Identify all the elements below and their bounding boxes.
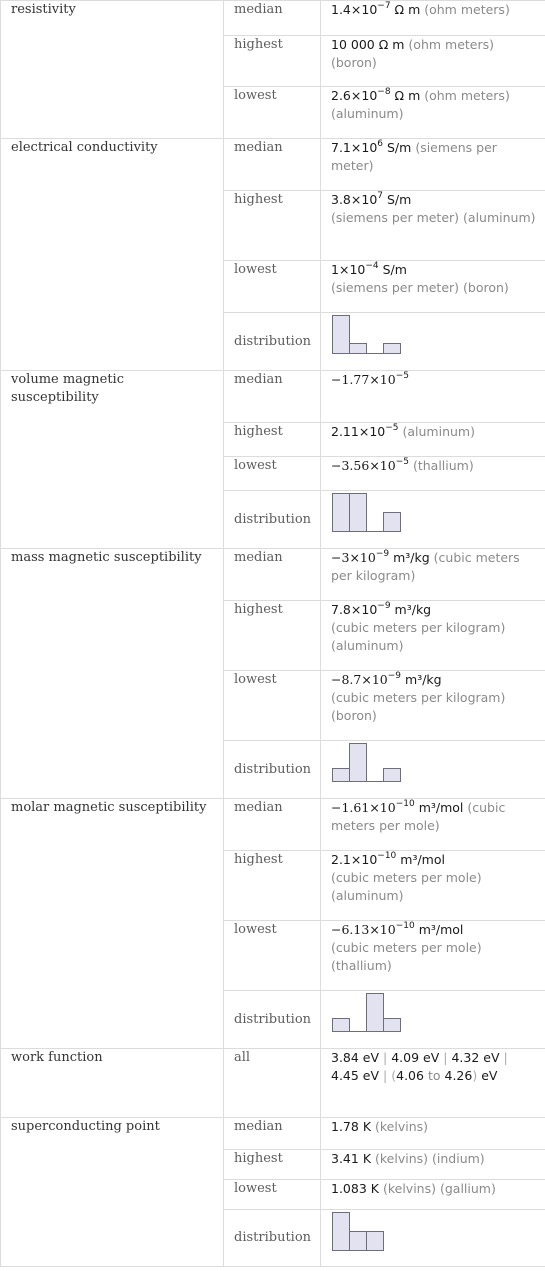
distribution-cell [321,991,545,1049]
stat-value: 3.41 K (kelvins) (indium) [321,1150,545,1180]
stat-label: all [224,1049,321,1118]
stat-label: highest [224,601,321,671]
stat-value: 1.78 K (kelvins) [321,1118,545,1150]
property-label: molar magnetic susceptibility [1,799,224,1049]
table-row [1,371,545,423]
stat-label: distribution [224,491,321,549]
stat-value: $7.8\times 10^{-9}$ m³/kg (cubic meters per kilogram) (aluminum) [321,601,545,671]
distribution-cell [321,491,545,549]
table-row [1,139,545,191]
stat-value: 1.083 K (kelvins) (gallium) [321,1180,545,1210]
distribution-histogram [331,741,411,783]
property-label: mass magnetic susceptibility [1,549,224,799]
property-label: electrical conductivity [1,139,224,371]
stat-label: lowest [224,921,321,991]
distribution-histogram [331,491,411,533]
property-label: volume magnetic susceptibility [1,371,224,549]
table-row [1,1118,545,1150]
distribution-cell [321,1210,545,1267]
stat-label: median [224,1,321,36]
stat-value: $-1.77\times 10^{-5}$ [321,371,545,423]
stat-label: lowest [224,457,321,491]
distribution-histogram [331,313,411,355]
stat-label: distribution [224,1210,321,1267]
stat-label: median [224,139,321,191]
stat-label: distribution [224,313,321,371]
table-row [1,799,545,851]
histogram-bar [384,513,401,532]
histogram-bar [333,1213,350,1251]
stat-label: highest [224,851,321,921]
stat-label: median [224,549,321,601]
stat-label: distribution [224,991,321,1049]
stat-label: distribution [224,741,321,799]
stat-value: $-6.13\times 10^{-10}$ m³/mol (cubic meters per mole) (thallium) [321,921,545,991]
table-row [1,1,545,36]
histogram-bar [350,344,367,354]
stat-label: highest [224,1150,321,1180]
histogram-bar [350,744,367,782]
property-label: work function [1,1049,224,1118]
stat-label: highest [224,191,321,261]
property-label: resistivity [1,1,224,139]
histogram-bar [333,494,350,532]
stat-value: 3.84 eV | 4.09 eV | 4.32 eV | 4.45 eV | (4.06 to 4.26) eV [321,1049,545,1118]
histogram-bar [367,994,384,1032]
histogram-bar [333,769,350,782]
histogram-bar [333,1019,350,1032]
stat-value: $2.11\times 10^{-5}$ (aluminum) [321,423,545,457]
stat-value: $-3.56\times 10^{-5}$ (thallium) [321,457,545,491]
stat-value: $1\times 10^{-4}$ S/m (siemens per meter) (boron) [321,261,545,313]
stat-label: lowest [224,671,321,741]
stat-label: median [224,371,321,423]
stat-label: median [224,799,321,851]
histogram-bar [384,769,401,782]
stat-value: $-1.61\times 10^{-10}$ m³/mol (cubic meters per mole) [321,799,545,851]
histogram-bar [367,1232,384,1251]
stat-value: $2.1\times 10^{-10}$ m³/mol (cubic meters per mole) (aluminum) [321,851,545,921]
stat-value: $1.4\times 10^{-7}$ Ω m (ohm meters) [321,1,545,36]
stat-label: median [224,1118,321,1150]
stat-label: lowest [224,87,321,139]
distribution-cell [321,741,545,799]
stat-value: $7.1\times 10^6$ S/m (siemens per meter) [321,139,545,191]
table-row [1,1049,545,1118]
stat-value: $3.8\times 10^7$ S/m (siemens per meter) (aluminum) [321,191,545,261]
stat-label: lowest [224,261,321,313]
stat-value: $-3\times 10^{-9}$ m³/kg (cubic meters per kilogram) [321,549,545,601]
histogram-bar [350,1232,367,1251]
distribution-cell [321,313,545,371]
stat-value: 10 000 Ω m (ohm meters) (boron) [321,36,545,87]
property-label: superconducting point [1,1118,224,1267]
histogram-bar [350,494,367,532]
histogram-bar [384,1019,401,1032]
stat-value: $2.6\times 10^{-8}$ Ω m (ohm meters) (aluminum) [321,87,545,139]
stat-value: $-8.7\times 10^{-9}$ m³/kg (cubic meters per kilogram) (boron) [321,671,545,741]
histogram-bar [384,344,401,354]
stat-label: highest [224,423,321,457]
distribution-histogram [331,1210,411,1252]
histogram-bar [333,316,350,354]
stat-label: lowest [224,1180,321,1210]
table-row [1,549,545,601]
distribution-histogram [331,991,411,1033]
stat-label: highest [224,36,321,87]
